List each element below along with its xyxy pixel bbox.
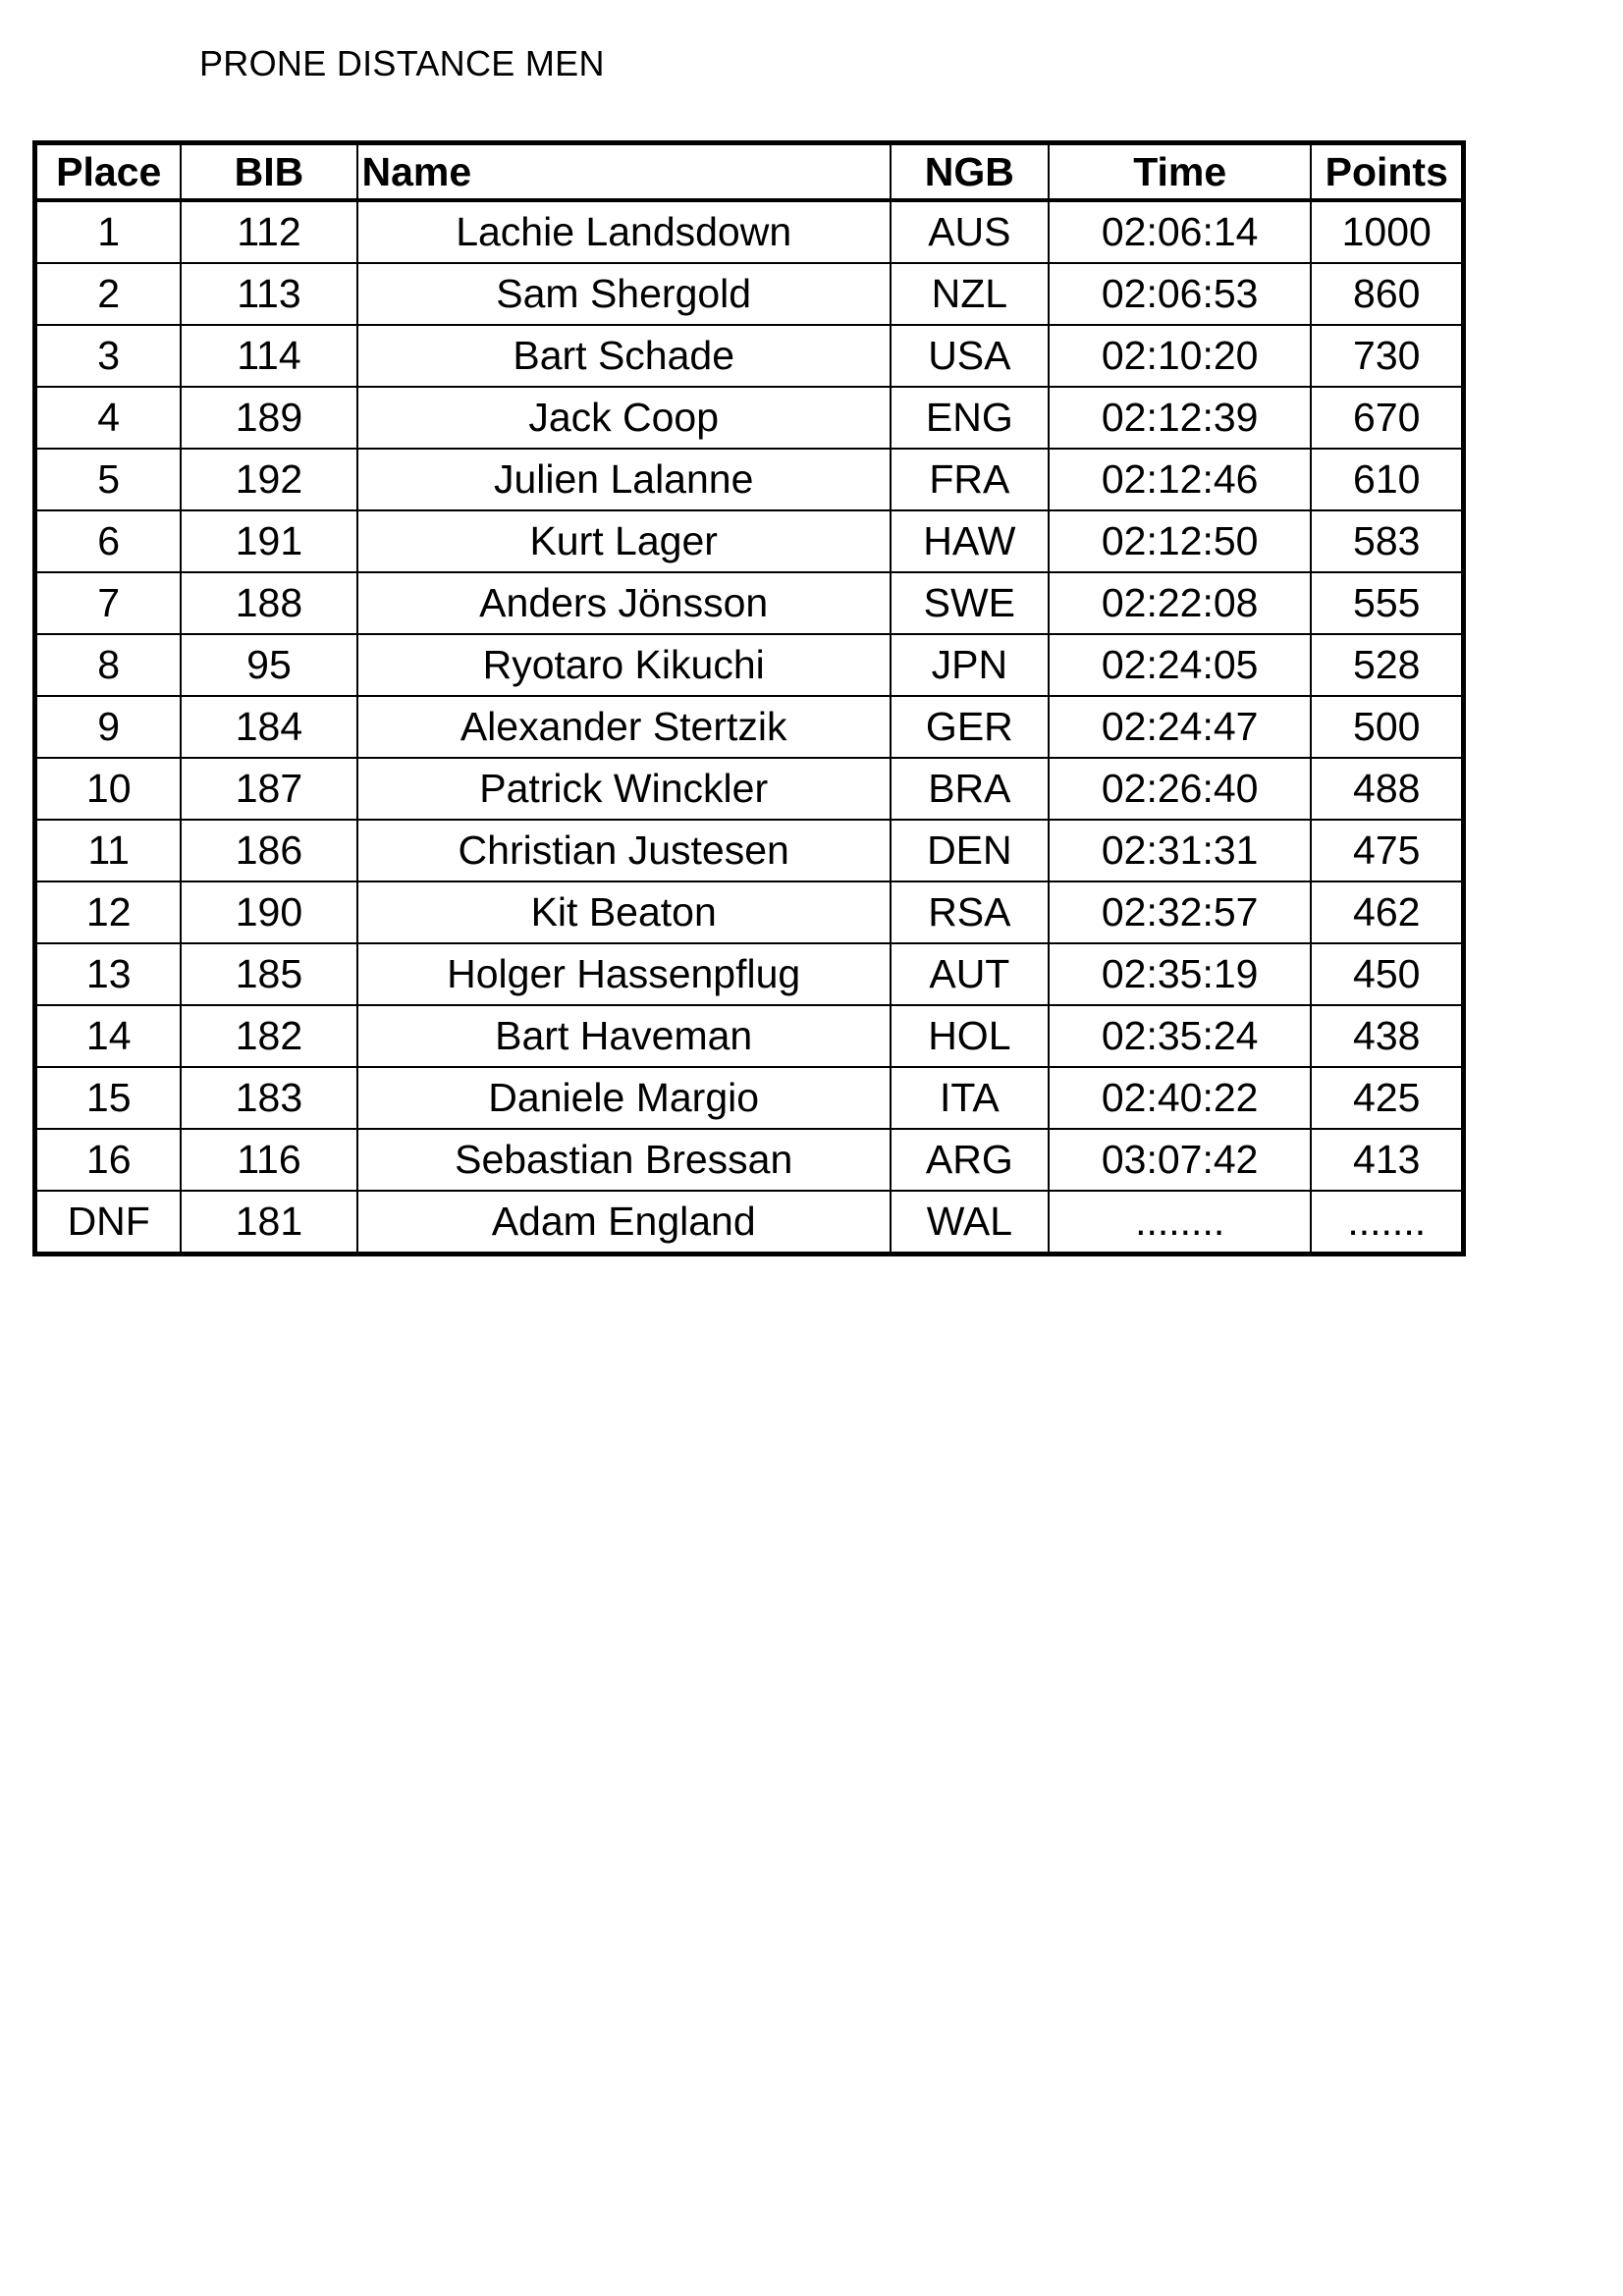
cell-name: Holger Hassenpflug <box>357 943 891 1005</box>
cell-name: Christian Justesen <box>357 820 891 881</box>
table-row <box>35 200 1464 263</box>
cell-place: 14 <box>35 1005 182 1067</box>
cell-bib: 116 <box>181 1129 356 1191</box>
table-row <box>35 387 1464 449</box>
cell-time: 02:06:53 <box>1049 263 1312 325</box>
cell-place: 6 <box>35 510 182 572</box>
cell-name: Sebastian Bressan <box>357 1129 891 1191</box>
cell-name: Adam England <box>357 1191 891 1255</box>
cell-ngb: NZL <box>891 263 1049 325</box>
cell-bib: 184 <box>181 696 356 758</box>
cell-name: Patrick Winckler <box>357 758 891 820</box>
cell-place: 7 <box>35 572 182 634</box>
cell-time: 02:12:50 <box>1049 510 1312 572</box>
table-row <box>35 1129 1464 1191</box>
table-header-row <box>35 143 1464 201</box>
header-ngb: NGB <box>891 143 1049 201</box>
table-row <box>35 943 1464 1005</box>
cell-points: 670 <box>1311 387 1463 449</box>
header-place: Place <box>35 143 182 201</box>
cell-place: 1 <box>35 200 182 263</box>
header-bib: BIB <box>181 143 356 201</box>
cell-points: ....... <box>1311 1191 1463 1255</box>
cell-name: Lachie Landsdown <box>357 200 891 263</box>
cell-ngb: SWE <box>891 572 1049 634</box>
cell-name: Alexander Stertzik <box>357 696 891 758</box>
cell-points: 462 <box>1311 881 1463 943</box>
cell-name: Bart Schade <box>357 325 891 387</box>
cell-time: 03:07:42 <box>1049 1129 1312 1191</box>
header-name: Name <box>357 143 891 201</box>
cell-time: 02:31:31 <box>1049 820 1312 881</box>
table-body <box>35 200 1464 1255</box>
cell-bib: 181 <box>181 1191 356 1255</box>
cell-place: 3 <box>35 325 182 387</box>
cell-bib: 95 <box>181 634 356 696</box>
cell-points: 610 <box>1311 449 1463 510</box>
cell-place: 10 <box>35 758 182 820</box>
cell-place: 4 <box>35 387 182 449</box>
cell-points: 1000 <box>1311 200 1463 263</box>
cell-name: Kurt Lager <box>357 510 891 572</box>
page-title: PRONE DISTANCE MEN <box>199 43 605 83</box>
cell-ngb: ENG <box>891 387 1049 449</box>
cell-time: 02:22:08 <box>1049 572 1312 634</box>
cell-points: 860 <box>1311 263 1463 325</box>
table-row <box>35 1191 1464 1255</box>
cell-place: 8 <box>35 634 182 696</box>
cell-ngb: ITA <box>891 1067 1049 1129</box>
cell-bib: 114 <box>181 325 356 387</box>
table-row <box>35 696 1464 758</box>
cell-points: 450 <box>1311 943 1463 1005</box>
cell-time: 02:32:57 <box>1049 881 1312 943</box>
cell-place: 11 <box>35 820 182 881</box>
cell-bib: 190 <box>181 881 356 943</box>
cell-time: 02:40:22 <box>1049 1067 1312 1129</box>
header-points: Points <box>1311 143 1463 201</box>
cell-bib: 188 <box>181 572 356 634</box>
cell-time: 02:35:24 <box>1049 1005 1312 1067</box>
cell-place: 9 <box>35 696 182 758</box>
cell-bib: 185 <box>181 943 356 1005</box>
cell-points: 730 <box>1311 325 1463 387</box>
cell-points: 475 <box>1311 820 1463 881</box>
cell-place: 13 <box>35 943 182 1005</box>
cell-time: 02:26:40 <box>1049 758 1312 820</box>
table-row <box>35 449 1464 510</box>
cell-place: 5 <box>35 449 182 510</box>
cell-ngb: USA <box>891 325 1049 387</box>
cell-bib: 182 <box>181 1005 356 1067</box>
results-table <box>32 140 1466 1256</box>
cell-bib: 113 <box>181 263 356 325</box>
cell-name: Jack Coop <box>357 387 891 449</box>
table-row <box>35 510 1464 572</box>
cell-ngb: HOL <box>891 1005 1049 1067</box>
table-row <box>35 758 1464 820</box>
cell-ngb: WAL <box>891 1191 1049 1255</box>
cell-bib: 186 <box>181 820 356 881</box>
cell-place: 15 <box>35 1067 182 1129</box>
cell-name: Bart Haveman <box>357 1005 891 1067</box>
cell-name: Daniele Margio <box>357 1067 891 1129</box>
cell-points: 413 <box>1311 1129 1463 1191</box>
cell-bib: 191 <box>181 510 356 572</box>
cell-time: 02:24:05 <box>1049 634 1312 696</box>
cell-time: ........ <box>1049 1191 1312 1255</box>
cell-time: 02:12:46 <box>1049 449 1312 510</box>
cell-ngb: BRA <box>891 758 1049 820</box>
cell-points: 438 <box>1311 1005 1463 1067</box>
cell-time: 02:10:20 <box>1049 325 1312 387</box>
table-row <box>35 572 1464 634</box>
table-row <box>35 1005 1464 1067</box>
header-time: Time <box>1049 143 1312 201</box>
cell-name: Anders Jönsson <box>357 572 891 634</box>
table-row <box>35 881 1464 943</box>
table-row <box>35 634 1464 696</box>
cell-points: 425 <box>1311 1067 1463 1129</box>
cell-name: Ryotaro Kikuchi <box>357 634 891 696</box>
cell-ngb: RSA <box>891 881 1049 943</box>
cell-ngb: HAW <box>891 510 1049 572</box>
cell-time: 02:24:47 <box>1049 696 1312 758</box>
cell-points: 583 <box>1311 510 1463 572</box>
cell-place: 2 <box>35 263 182 325</box>
cell-place: 16 <box>35 1129 182 1191</box>
cell-ngb: JPN <box>891 634 1049 696</box>
cell-points: 488 <box>1311 758 1463 820</box>
cell-place: 12 <box>35 881 182 943</box>
cell-time: 02:35:19 <box>1049 943 1312 1005</box>
cell-bib: 183 <box>181 1067 356 1129</box>
cell-bib: 112 <box>181 200 356 263</box>
cell-ngb: GER <box>891 696 1049 758</box>
cell-points: 528 <box>1311 634 1463 696</box>
table-row <box>35 1067 1464 1129</box>
cell-ngb: AUS <box>891 200 1049 263</box>
cell-points: 500 <box>1311 696 1463 758</box>
cell-bib: 192 <box>181 449 356 510</box>
cell-name: Julien Lalanne <box>357 449 891 510</box>
cell-name: Kit Beaton <box>357 881 891 943</box>
cell-ngb: ARG <box>891 1129 1049 1191</box>
table-row <box>35 325 1464 387</box>
table-row <box>35 820 1464 881</box>
cell-time: 02:12:39 <box>1049 387 1312 449</box>
cell-ngb: FRA <box>891 449 1049 510</box>
cell-ngb: AUT <box>891 943 1049 1005</box>
table-row <box>35 263 1464 325</box>
cell-name: Sam Shergold <box>357 263 891 325</box>
cell-bib: 187 <box>181 758 356 820</box>
cell-bib: 189 <box>181 387 356 449</box>
cell-time: 02:06:14 <box>1049 200 1312 263</box>
cell-ngb: DEN <box>891 820 1049 881</box>
cell-place: DNF <box>35 1191 182 1255</box>
cell-points: 555 <box>1311 572 1463 634</box>
